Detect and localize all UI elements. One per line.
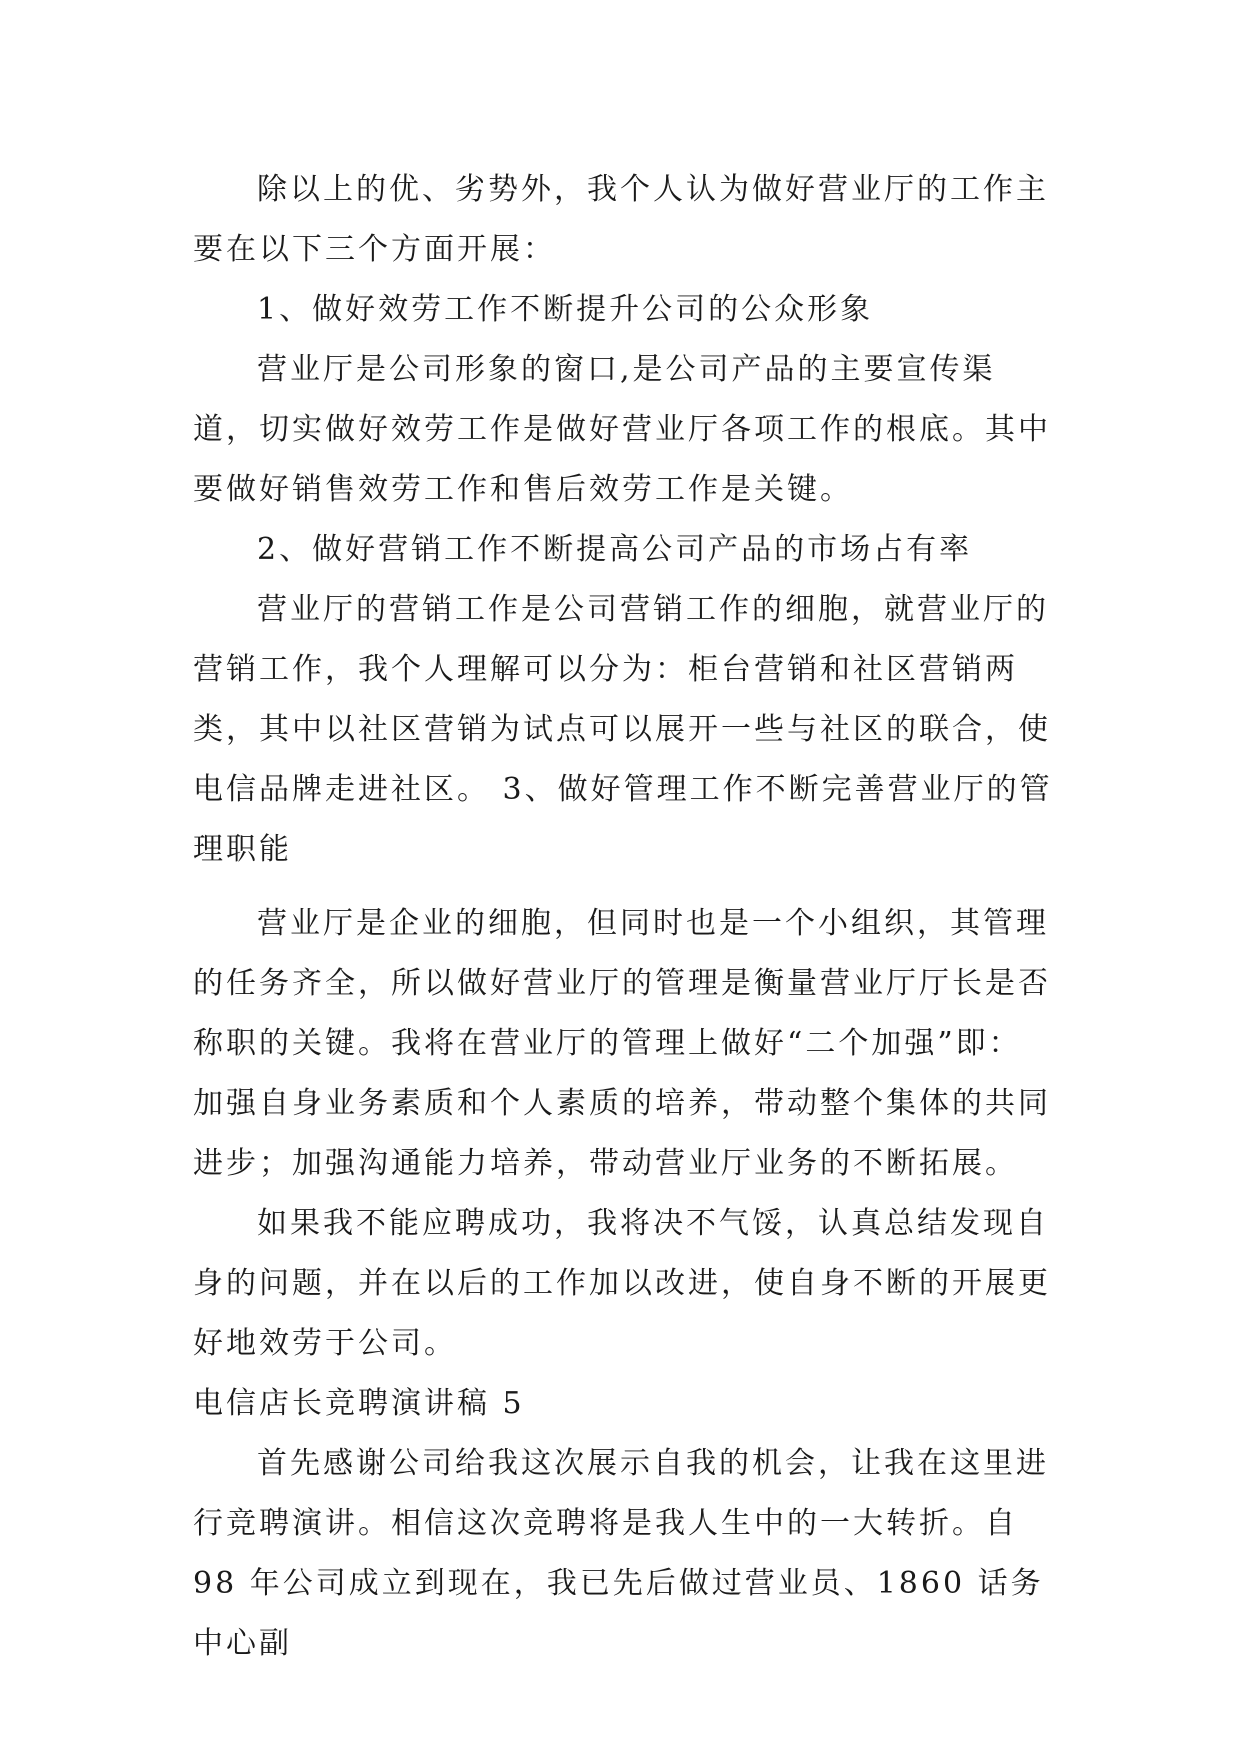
paragraph: 如果我不能应聘成功，我将决不气馁，认真总结发现自身的问题，并在以后的工作加以改进，使自身不断的开展更好地效劳于公司。 bbox=[193, 1206, 1051, 1361]
paragraph: 营业厅是企业的细胞，但同时也是一个小组织，其管理的任务齐全，所以做好营业厅的管理是衡量营业厅厅长是否称职的关键。我将在营业厅的管理上做好“二个加强”即：加强自身业务素质和个人素质的培养，带动整个集体的共同进步；加强沟通能力培养，带动营业厅业务的不断拓展。 bbox=[193, 906, 1051, 1181]
section-title: 电信店长竞聘演讲稿 5 bbox=[193, 1386, 525, 1421]
document-body bbox=[193, 160, 1053, 1674]
paragraph: 营业厅是公司形象的窗口,是公司产品的主要宣传渠道，切实做好效劳工作是做好营业厅各项工作的根底。其中要做好销售效劳工作和售后效劳工作是关键。 bbox=[193, 352, 1051, 507]
paragraph: 首先感谢公司给我这次展示自我的机会，让我在这里进行竞聘演讲。相信这次竞聘将是我人生中的一大转折。自 98 年公司成立到现在，我已先后做过营业员、1860 话务中心副 bbox=[193, 1446, 1049, 1661]
paragraph: 营业厅的营销工作是公司营销工作的细胞，就营业厅的营销工作，我个人理解可以分为：柜台营销和社区营销两类，其中以社区营销为试点可以展开一些与社区的联合，使电信品牌走进社区。 3、做好管理工作不断完善营业厅的管理职能 bbox=[193, 592, 1053, 867]
numbered-point-2: 2、做好营销工作不断提高公司产品的市场占有率 bbox=[257, 532, 973, 567]
numbered-point-1: 1、做好效劳工作不断提升公司的公众形象 bbox=[257, 292, 874, 327]
paragraph: 除以上的优、劣势外，我个人认为做好营业厅的工作主要在以下三个方面开展： bbox=[193, 172, 1049, 267]
